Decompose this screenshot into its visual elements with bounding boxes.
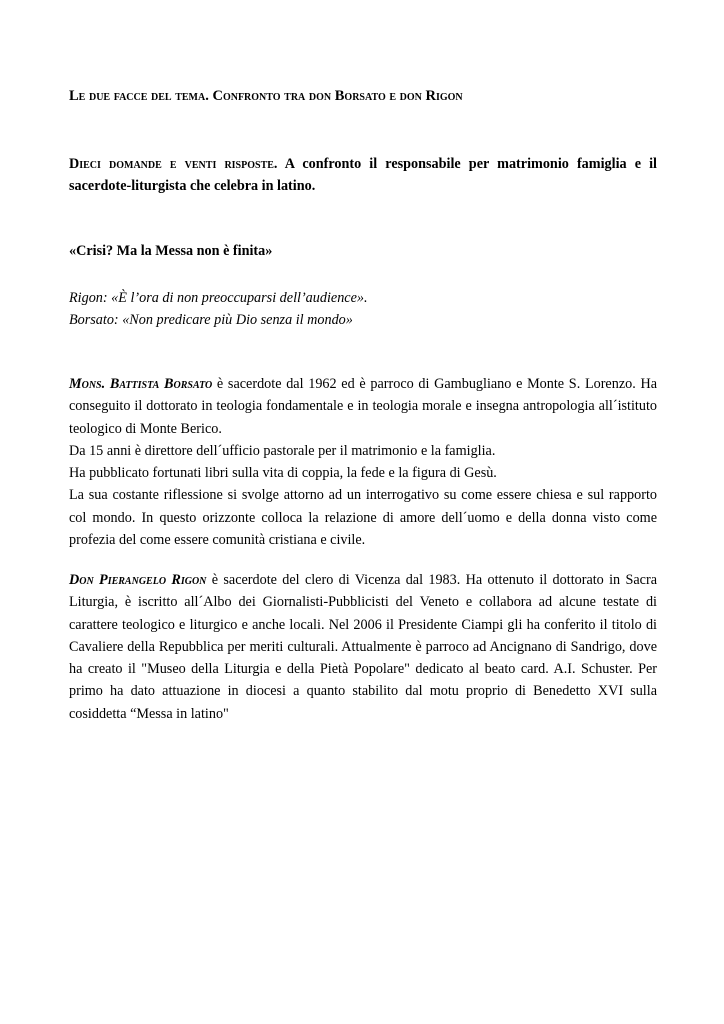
article-title: Le due facce del tema. Confronto tra don Borsato e don Rigon bbox=[69, 88, 463, 104]
quotes-block bbox=[69, 287, 368, 331]
quote-borsato: Borsato: «Non predicare più Dio senza il mondo» bbox=[69, 312, 353, 328]
rigon-bio-text: è sacerdote del clero di Vicenza dal 1983. Ha ottenuto il dottorato in Sacra Liturgia, è iscritto all´Albo dei Giornalisti-Pubblicisti del Veneto e collabora ad alcune testate di carattere teologico e liturgico e anche locali. Nel 2006 il Presidente Ciampi gli ha conferito il titolo di Cavaliere della Repubblica per meriti culturali. Attualmente è parroco ad Ancignano di Sandrigo, dove ha creato il "Museo della Liturgia e della Pietà Popolare" dedicato al beato card. A.I. Schuster. Per primo ha dato attuazione in diocesi a quanto stabilito dal motu proprio di Benedetto XVI sulla cosiddetta “Messa in latino" bbox=[69, 572, 657, 722]
borsato-bio bbox=[69, 373, 657, 551]
quote-rigon: Rigon: «È l’ora di non preoccuparsi dell’audience». bbox=[69, 290, 368, 306]
article-subheading bbox=[69, 153, 657, 197]
borsato-bio-line-4: La sua costante riflessione si svolge attorno ad un interrogativo su come essere chiesa e sul rapporto col mondo. In questo orizzonte colloca la relazione di amore dell´uomo e della donna visto come profezia del come essere comunità cristiana e civile. bbox=[69, 487, 657, 549]
rigon-bio bbox=[69, 569, 657, 725]
borsato-bio-line-3: Ha pubblicato fortunati libri sulla vita di coppia, la fede e la figura di Gesù. bbox=[69, 465, 497, 482]
subheading-text: A confronto il responsabile per matrimonio famiglia e il sacerdote-liturgista che celebra in latino. bbox=[69, 156, 657, 194]
borsato-bio-text: è sacerdote dal 1962 ed è parroco di Gambugliano e Monte S. Lorenzo. Ha conseguito il dottorato in teologia fondamentale e in teologia morale e insegna antropologia all´istituto teologico di Monte Berico. bbox=[69, 376, 657, 437]
subheading-lead: Dieci domande e venti risposte. bbox=[69, 156, 278, 172]
rigon-name: Don Pierangelo Rigon bbox=[69, 572, 207, 588]
borsato-name: Mons. Battista Borsato bbox=[69, 376, 213, 392]
quote-headline: «Crisi? Ma la Messa non è finita» bbox=[69, 243, 273, 259]
borsato-bio-line-2: Da 15 anni è direttore dell´ufficio pastorale per il matrimonio e la famiglia. bbox=[69, 442, 496, 459]
